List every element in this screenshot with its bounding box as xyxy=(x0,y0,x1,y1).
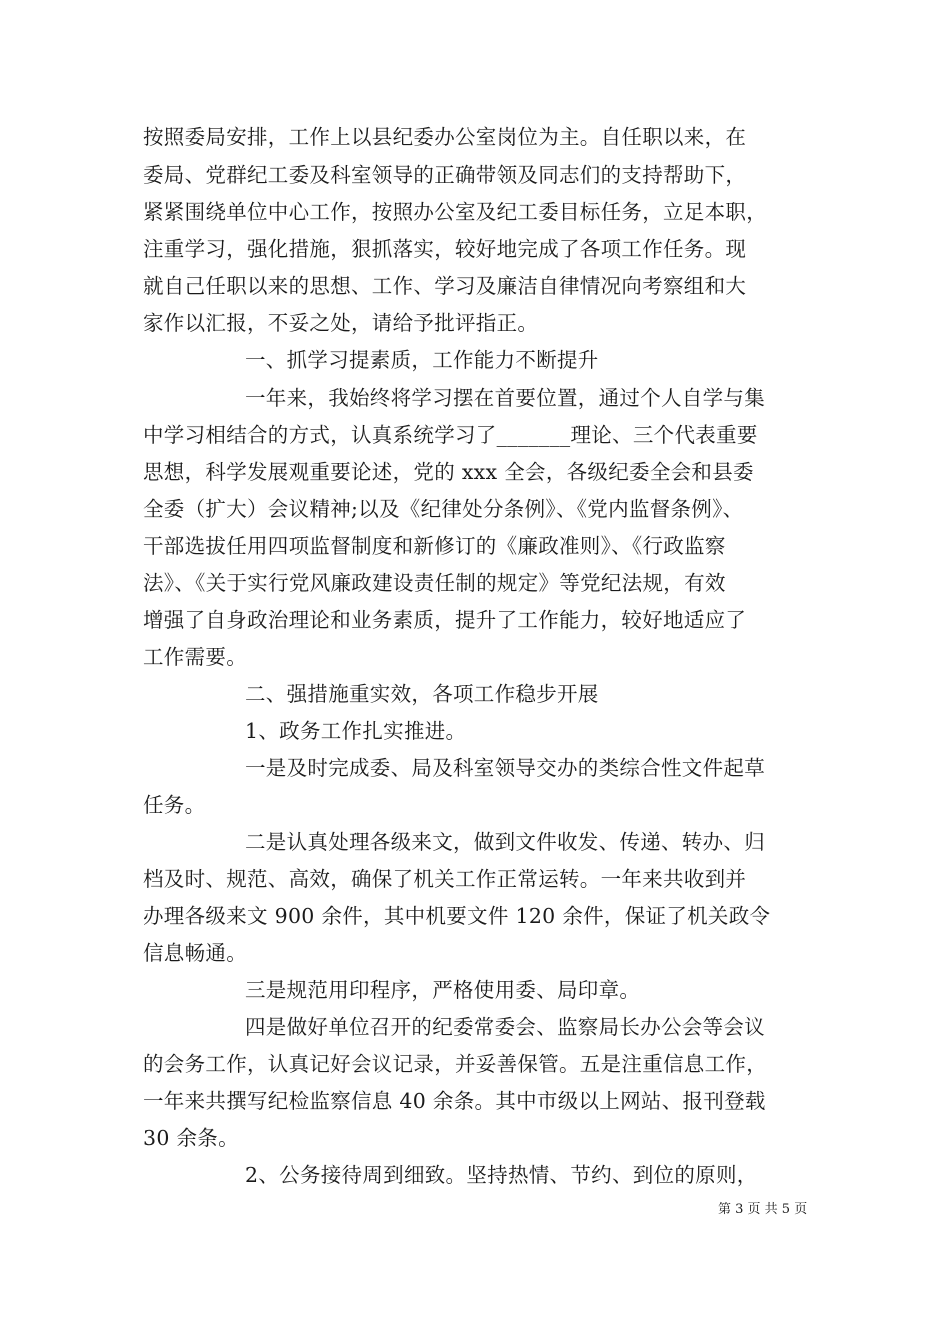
text-line: 中学习相结合的方式，认真系统学习了_______理论、三个代表重要 xyxy=(143,423,758,447)
section-heading: 一、抓学习提素质，工作能力不断提升 xyxy=(245,348,599,372)
text-line: 信息畅通。 xyxy=(143,941,247,965)
subsection-heading: 1、政务工作扎实推进。 xyxy=(245,719,467,743)
text-line: 就自己任职以来的思想、工作、学习及廉洁自律情况向考察组和大 xyxy=(143,274,747,298)
text-line: 注重学习，强化措施，狠抓落实，较好地完成了各项工作任务。现 xyxy=(143,237,747,261)
text-line: 30 余条。 xyxy=(143,1126,239,1150)
text-line: 委局、党群纪工委及科室领导的正确带领及同志们的支持帮助下， xyxy=(143,163,747,187)
text-line: 法》、《关于实行党风廉政建设责任制的规定》等党纪法规，有效 xyxy=(143,571,726,595)
text-line: 思想，科学发展观重要论述，党的 xxx 全会，各级纪委全会和县委 xyxy=(143,460,754,484)
text-line: 增强了自身政治理论和业务素质，提升了工作能力，较好地适应了 xyxy=(143,608,747,632)
text-line: 工作需要。 xyxy=(143,645,247,669)
text-line: 档及时、规范、高效，确保了机关工作正常运转。一年来共收到并 xyxy=(143,867,747,891)
text-line: 家作以汇报，不妥之处，请给予批评指正。 xyxy=(143,311,539,335)
text-line: 全委（扩大）会议精神;以及《纪律处分条例》、《党内监督条例》、 xyxy=(143,497,744,521)
page-number-footer: 第 3 页 共 5 页 xyxy=(718,1202,808,1217)
text-line: 一年来共撰写纪检监察信息 40 余条。其中市级以上网站、报刊登载 xyxy=(143,1089,766,1113)
text-line: 二是认真处理各级来文，做到文件收发、传递、转办、归 xyxy=(245,830,765,854)
text-line: 的会务工作，认真记好会议记录，并妥善保管。五是注重信息工作， xyxy=(143,1052,767,1076)
text-line: 三是规范用印程序，严格使用委、局印章。 xyxy=(245,978,641,1002)
section-heading: 二、强措施重实效，各项工作稳步开展 xyxy=(245,682,599,706)
text-line: 四是做好单位召开的纪委常委会、监察局长办公会等会议 xyxy=(245,1015,765,1039)
text-line: 一是及时完成委、局及科室领导交办的类综合性文件起草 xyxy=(245,756,765,780)
text-line: 办理各级来文 900 余件，其中机要文件 120 余件，保证了机关政令 xyxy=(143,904,771,928)
text-line: 紧紧围绕单位中心工作，按照办公室及纪工委目标任务，立足本职， xyxy=(143,200,767,224)
subsection-heading: 2、公务接待周到细致。坚持热情、节约、到位的原则， xyxy=(245,1163,758,1187)
text-line: 按照委局安排，工作上以县纪委办公室岗位为主。自任职以来，在 xyxy=(143,125,747,149)
text-line: 任务。 xyxy=(143,793,206,817)
text-line: 一年来，我始终将学习摆在首要位置，通过个人自学与集 xyxy=(245,386,765,410)
text-line: 干部选拔任用四项监督制度和新修订的《廉政准则》、《行政监察 xyxy=(143,534,726,558)
